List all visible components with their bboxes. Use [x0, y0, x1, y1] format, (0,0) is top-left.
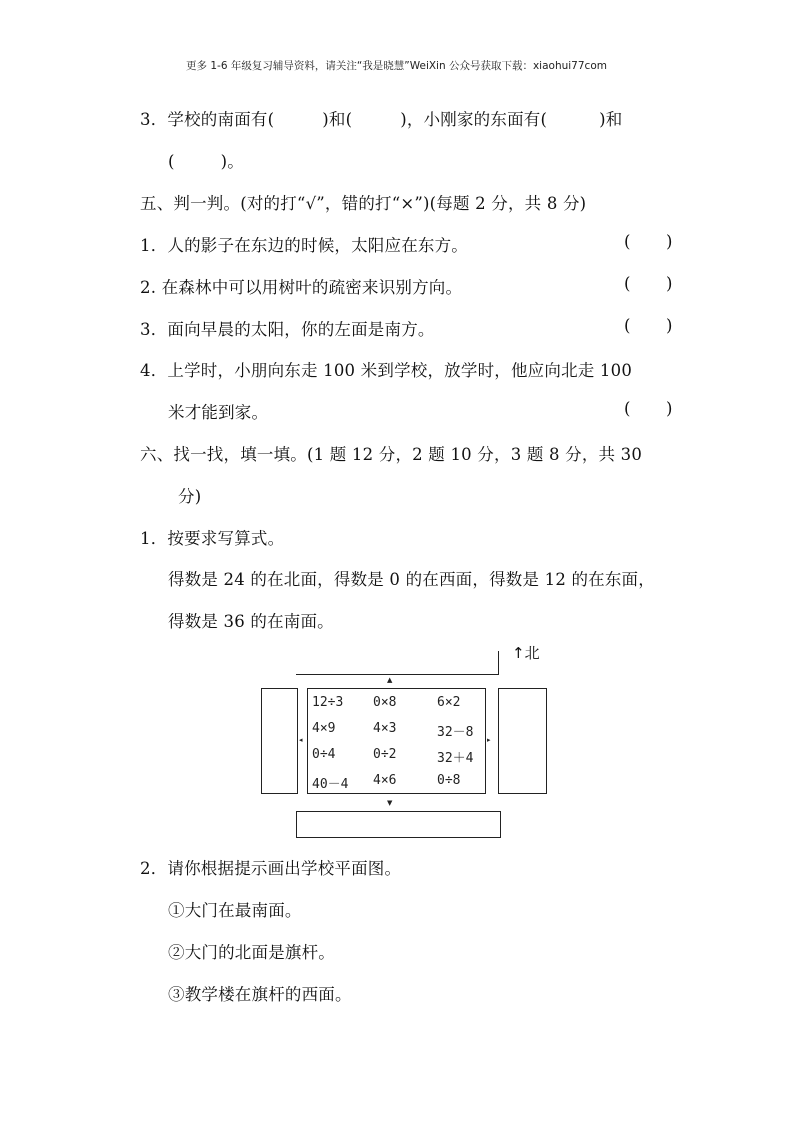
- judge-paren-close: ): [666, 232, 673, 251]
- q3-text-e: (: [168, 152, 175, 171]
- grid-cell: 40－4: [312, 777, 349, 792]
- hint-3: ③教学楼在旗杆的西面。: [168, 985, 352, 1004]
- q3-line1: [140, 106, 622, 130]
- east-answer-box[interactable]: [498, 688, 547, 794]
- q2-title: 2．请你根据提示画出学校平面图。: [140, 859, 402, 878]
- judge-paren-open: (: [624, 274, 631, 293]
- q3-text-b: )和(: [322, 110, 353, 129]
- south-answer-box[interactable]: [296, 811, 501, 838]
- judge-item-4: 4．上学时，小朋向东走 100 米到学校，放学时，他应向北走 100: [140, 361, 633, 380]
- judge-paren-close: ): [666, 316, 673, 335]
- judge-item-2: 2. 在森林中可以用树叶的疏密来识别方向。: [140, 278, 463, 297]
- north-box-side: [498, 651, 499, 675]
- judge-paren-close: ): [666, 399, 673, 418]
- q1-text-1: 得数是 24 的在北面，得数是 0 的在西面，得数是 12 的在东面，: [168, 570, 655, 589]
- north-arrow-icon: ↑: [512, 644, 525, 662]
- q1-text-2: 得数是 36 的在南面。: [168, 612, 334, 631]
- section6-title: 六、找一找，填一填。(1 题 12 分，2 题 10 分，3 题 8 分，共 30: [140, 445, 643, 464]
- hint-2: ②大门的北面是旗杆。: [168, 943, 335, 962]
- q3-text-f: )。: [220, 152, 244, 171]
- grid-cell: 0×8: [373, 695, 397, 710]
- grid-cell: 32－8: [437, 725, 474, 740]
- hint-1: ①大门在最南面。: [168, 901, 302, 920]
- judge-item-4-cont: 米才能到家。: [168, 403, 269, 422]
- q3-text-c: )，小刚家的东面有(: [400, 110, 548, 129]
- judge-paren-close: ): [666, 274, 673, 293]
- grid-cell: 32＋4: [437, 751, 474, 766]
- grid-cell: 6×2: [437, 695, 461, 710]
- grid-cell: 4×6: [373, 773, 397, 788]
- section5-title: 五、判一判。(对的打“√”，错的打“×”)(每题 2 分，共 8 分): [140, 194, 587, 213]
- south-arrow-icon: ▼: [387, 799, 393, 807]
- judge-paren-open: (: [624, 232, 631, 251]
- q3-text-d: )和: [599, 110, 623, 129]
- judge-item-3: 3．面向早晨的太阳，你的左面是南方。: [140, 320, 435, 339]
- grid-cell: 0÷2: [373, 747, 397, 762]
- page-header: 更多 1-6 年级复习辅导资料，请关注“我是晓慧”WeiXin 公众号获取下载：xiaohui77com: [186, 60, 607, 72]
- north-arrow-icon: ▲: [387, 676, 393, 684]
- grid-cell: 4×9: [312, 721, 336, 736]
- q3-line2: [168, 148, 244, 172]
- grid-cell: 12÷3: [312, 695, 344, 710]
- grid-cell: 0÷4: [312, 747, 336, 762]
- north-answer-line[interactable]: [296, 651, 499, 675]
- north-label: 北: [524, 644, 540, 662]
- judge-item-1: 1．人的影子在东边的时候，太阳应在东方。: [140, 236, 468, 255]
- grid-cell: 0÷8: [437, 773, 461, 788]
- section6-title-cont: 分): [178, 487, 202, 506]
- east-arrow-icon: ▸: [487, 736, 491, 744]
- west-answer-box[interactable]: [261, 688, 298, 794]
- west-arrow-icon: ◂: [299, 736, 303, 744]
- grid-cell: 4×3: [373, 721, 397, 736]
- q3-text-a: 3．学校的南面有(: [140, 110, 275, 129]
- judge-paren-open: (: [624, 316, 631, 335]
- judge-paren-open: (: [624, 399, 631, 418]
- north-compass: [512, 642, 540, 663]
- q1-title: 1．按要求写算式。: [140, 529, 285, 548]
